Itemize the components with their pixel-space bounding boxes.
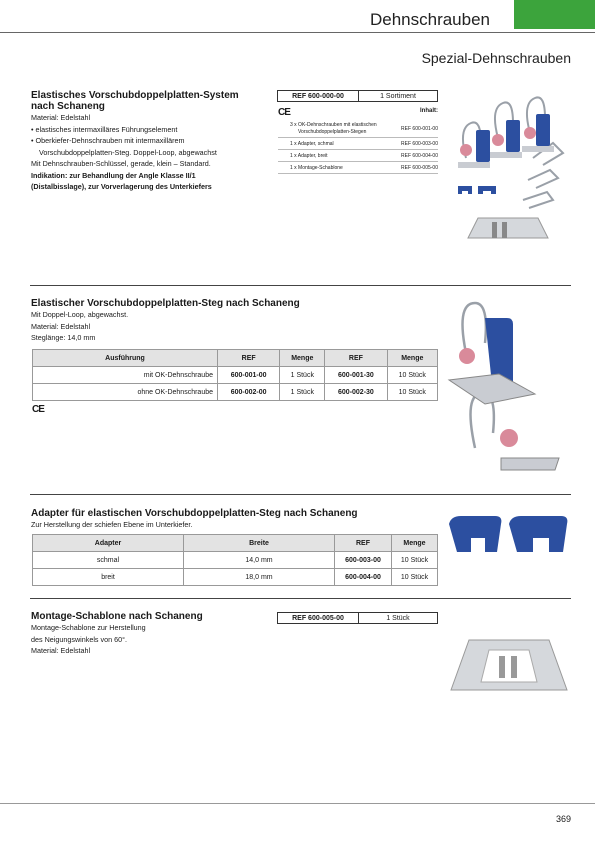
column-header: REF [218, 350, 280, 367]
table-cell: mit OK-Dehnschraube [33, 367, 218, 384]
table-cell: 600-004-00 [335, 569, 392, 586]
column-header: REF [335, 535, 392, 552]
table-row [33, 569, 438, 586]
table-cell: 600-001-00 [218, 367, 280, 384]
table-cell: 600-001-30 [325, 367, 387, 384]
key-note: Mit Dehnschrauben-Schlüssel, gerade, klein – Standard. [31, 159, 211, 168]
product-image-system [448, 88, 570, 273]
column-header: Menge [391, 535, 437, 552]
table-row [33, 384, 438, 401]
column-header: Menge [387, 350, 437, 367]
item-ref: REF 600-001-00 [401, 126, 438, 132]
description-text-cont: des Neigungswinkels von 60°. [31, 634, 127, 644]
table-cell: schmal [33, 552, 184, 569]
table-cell: 14,0 mm [184, 552, 335, 569]
bullet-item: • Oberkiefer-Dehnschrauben mit intermaxillärem [31, 135, 271, 147]
ref-code: REF 600-005-00 [278, 613, 359, 624]
section-title: Elastisches Vorschubdoppelplatten-System [31, 90, 239, 101]
page-number: 369 [555, 814, 571, 824]
table-cell: 1 Stück [280, 367, 325, 384]
material-text: Material: Edelstahl [31, 321, 91, 331]
column-header: Adapter [33, 535, 184, 552]
list-item [278, 120, 438, 138]
item-desc: 1 x Montage-Schablone [290, 165, 343, 171]
material-text: Material: Edelstahl [31, 113, 91, 122]
product-table [32, 349, 438, 401]
table-cell: 18,0 mm [184, 569, 335, 586]
item-desc-cont: Vorschubdoppelplatten-Stegen [298, 129, 367, 135]
section-divider [30, 598, 571, 599]
indication-text-cont: (Distalbisslage), zur Vorverlagerung des Unterkiefers [31, 182, 212, 191]
table-header-row [33, 535, 438, 552]
section-color-tab [514, 0, 595, 29]
list-item [278, 139, 438, 150]
table-header-row [33, 350, 438, 367]
table-cell: 1 Stück [280, 384, 325, 401]
section-vorschub-system [31, 90, 271, 193]
table-cell: 10 Stück [387, 384, 437, 401]
item-desc: 1 x Adapter, schmal [290, 141, 334, 147]
indication-text: Indikation: zur Behandlung der Angle Klasse II/1 [31, 170, 196, 180]
column-header: Breite [184, 535, 335, 552]
adapter-table [32, 534, 438, 586]
ref-table [277, 90, 438, 102]
ce-mark-icon: CE [278, 107, 290, 118]
section-adapter [31, 508, 431, 531]
table-row [33, 552, 438, 569]
section-title-cont: nach Schaneng [31, 101, 105, 112]
contents-label: Inhalt: [420, 108, 438, 114]
page-subtitle: Spezial-Dehnschrauben [421, 50, 571, 66]
section-title: Adapter für elastischen Vorschubdoppelplatten-Steg nach Schaneng [31, 508, 358, 519]
table-cell: breit [33, 569, 184, 586]
table-cell: 10 Stück [387, 367, 437, 384]
ref-table [277, 612, 438, 624]
table-row [33, 367, 438, 384]
product-image-template [445, 626, 573, 706]
ref-code: REF 600-000-00 [278, 91, 359, 102]
header-divider [0, 32, 595, 33]
material-text: Material: Edelstahl [31, 646, 91, 655]
footer-divider [0, 803, 595, 804]
item-desc: 3 x OK-Dehnschrauben mit elastischen [290, 122, 377, 128]
length-text: Steglänge: 14,0 mm [31, 333, 96, 342]
section-divider [30, 494, 571, 495]
quantity: 1 Sortiment [359, 91, 438, 102]
table-cell: ohne OK-Dehnschraube [33, 384, 218, 401]
list-item [278, 163, 438, 174]
description-text: Montage-Schablone zur Herstellung [31, 623, 146, 632]
bullet-item-cont: Vorschubdoppelplatten-Steg. Doppel-Loop, abgewachst [39, 147, 217, 157]
item-ref: REF 600-003-00 [401, 141, 438, 147]
item-ref: REF 600-004-00 [401, 153, 438, 159]
section-vorschub-steg [31, 298, 391, 344]
contents-list [278, 120, 438, 180]
description-text: Zur Herstellung der schiefen Ebene im Unterkiefer. [31, 520, 193, 529]
item-ref: REF 600-005-00 [401, 165, 438, 171]
section-divider [30, 285, 571, 286]
column-header: REF [325, 350, 387, 367]
table-cell: 600-002-00 [218, 384, 280, 401]
description-text: Mit Doppel-Loop, abgewachst. [31, 310, 129, 319]
section-title: Montage-Schablone nach Schaneng [31, 611, 203, 622]
page-title: Dehnschrauben [369, 10, 490, 29]
item-desc: 1 x Adapter, breit [290, 153, 328, 159]
quantity: 1 Stück [359, 613, 438, 624]
ce-mark-icon: CE [32, 404, 44, 415]
column-header: Menge [280, 350, 325, 367]
table-cell: 600-002-30 [325, 384, 387, 401]
bullet-item: • elastisches intermaxilläres Führungselement [31, 124, 271, 136]
column-header: Ausführung [33, 350, 218, 367]
table-cell: 600-003-00 [335, 552, 392, 569]
table-cell: 10 Stück [391, 569, 437, 586]
list-item [278, 151, 438, 162]
product-image-steg [445, 298, 573, 478]
table-cell: 10 Stück [391, 552, 437, 569]
section-schablone [31, 611, 271, 657]
product-image-adapter [445, 512, 573, 562]
section-title: Elastischer Vorschubdoppelplatten-Steg nach Schaneng [31, 298, 300, 309]
